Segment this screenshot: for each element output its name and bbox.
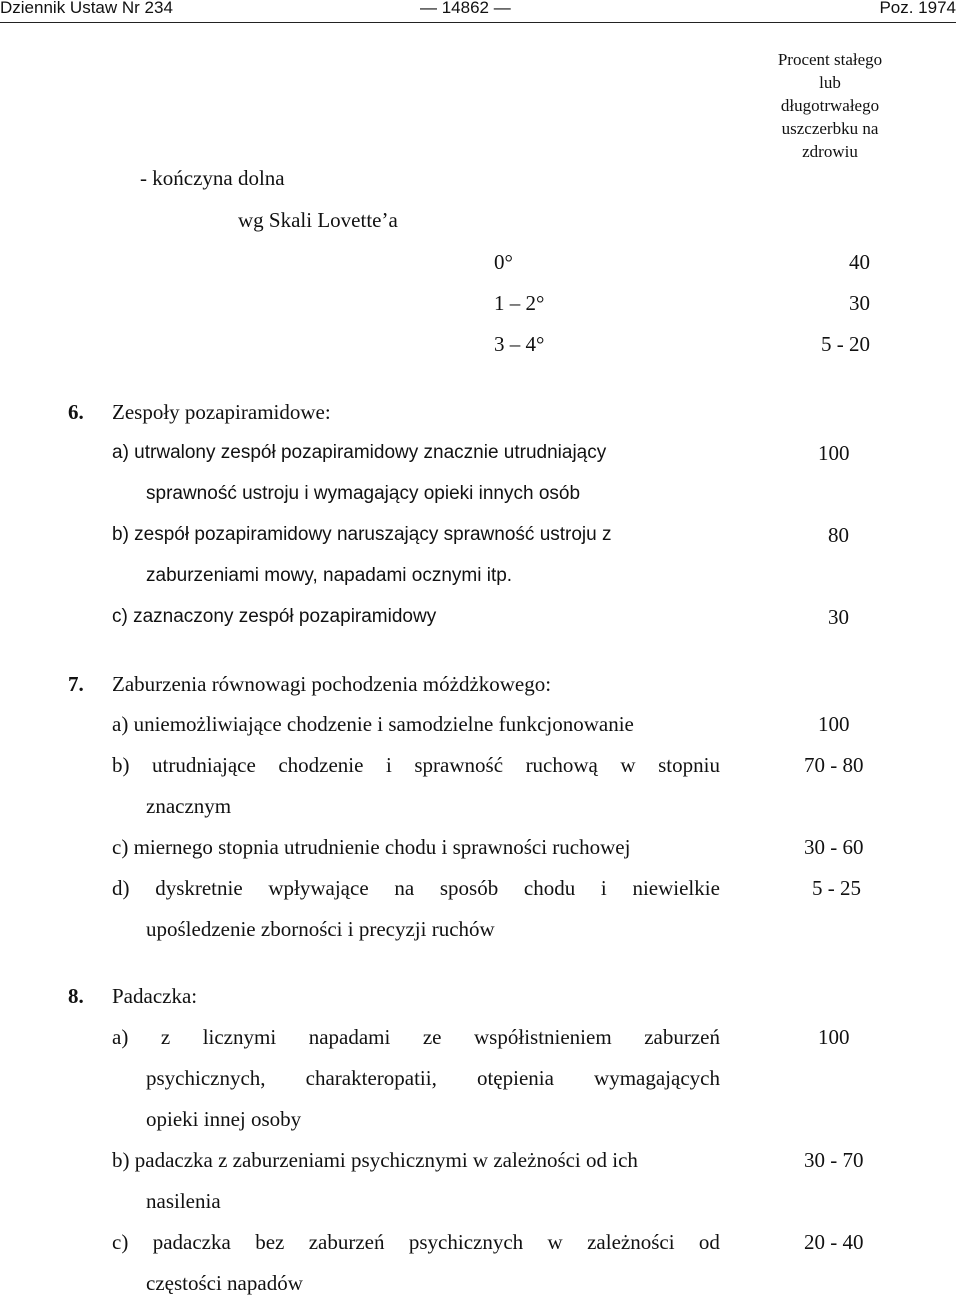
word: bez xyxy=(255,1230,285,1254)
section-number: 7. xyxy=(68,672,84,696)
column-header-line: Procent stałego xyxy=(777,50,883,69)
word: stopniu xyxy=(658,753,720,777)
item-value: 100 xyxy=(818,1025,850,1049)
word: w xyxy=(547,1230,563,1254)
item-value: 100 xyxy=(818,441,850,465)
word: otępienia xyxy=(476,1066,554,1090)
word: ze xyxy=(422,1025,442,1049)
item-value: 30 - 60 xyxy=(804,835,864,859)
word: zależności xyxy=(587,1230,675,1254)
word: z xyxy=(160,1025,171,1049)
word: charakteropatii, xyxy=(305,1066,437,1090)
item-text: c) miernego stopnia utrudnienie chodu i sprawności ruchowej xyxy=(112,835,631,859)
item-text-justified xyxy=(112,1025,720,1049)
word: napadami xyxy=(308,1025,391,1049)
word: psychicznych, xyxy=(146,1066,266,1090)
item-text-justified xyxy=(146,1066,720,1090)
item-text: częstości napadów xyxy=(146,1271,303,1295)
word: b) xyxy=(112,753,130,777)
section-title: Zespoły pozapiramidowe: xyxy=(112,400,331,424)
item-text: zaburzeniami mowy, napadami ocznymi itp. xyxy=(146,565,513,586)
journal-title: Dziennik Ustaw Nr 234 xyxy=(0,0,173,17)
section-title: Zaburzenia równowagi pochodzenia móżdżkowego: xyxy=(112,672,552,696)
word: w xyxy=(620,753,636,777)
item-text: b) zespół pozapiramidowy naruszający sprawność ustroju z xyxy=(112,524,612,545)
word: sprawność xyxy=(414,753,504,777)
section-number: 8. xyxy=(68,984,84,1008)
word: sposób xyxy=(439,876,499,900)
column-header xyxy=(740,48,920,163)
word: ruchową xyxy=(525,753,598,777)
word: chodu xyxy=(523,876,576,900)
word: d) xyxy=(112,876,130,900)
item-value: 5 - 25 xyxy=(812,876,861,900)
item-text: opieki innej osoby xyxy=(146,1107,302,1131)
item-text: sprawność ustroju i wymagający opieki innych osób xyxy=(146,483,581,504)
item-text-justified xyxy=(112,1230,720,1254)
word: psychicznych xyxy=(408,1230,524,1254)
section-title: Padaczka: xyxy=(112,984,198,1008)
limb-title: - kończyna dolna xyxy=(140,166,285,190)
word: wpływające xyxy=(268,876,369,900)
column-header-line: zdrowiu xyxy=(802,142,858,161)
word: zaburzeń xyxy=(308,1230,385,1254)
word: padaczka xyxy=(152,1230,231,1254)
page-number: — 14862 — xyxy=(420,0,511,17)
column-header-line: długotrwałego xyxy=(780,96,880,115)
item-value: 70 - 80 xyxy=(804,753,864,777)
item-text-justified xyxy=(112,753,720,777)
grade-label: 3 – 4° xyxy=(494,332,545,356)
word: współistnieniem xyxy=(474,1025,612,1049)
item-value: 80 xyxy=(828,523,849,547)
word: niewielkie xyxy=(632,876,720,900)
position-number: Poz. 1974 xyxy=(879,0,956,17)
word: i xyxy=(600,876,607,900)
item-value: 30 xyxy=(828,605,849,629)
word: na xyxy=(394,876,415,900)
item-value: 30 - 70 xyxy=(804,1148,864,1172)
limb-scale: wg Skali Lovette’a xyxy=(238,208,398,232)
item-value: 20 - 40 xyxy=(804,1230,864,1254)
item-text: b) padaczka z zaburzeniami psychicznymi w zależności od ich xyxy=(112,1148,638,1172)
section-number: 6. xyxy=(68,400,84,424)
item-text: nasilenia xyxy=(146,1189,221,1213)
item-text: znacznym xyxy=(146,794,232,818)
word: i xyxy=(386,753,392,777)
header-rule xyxy=(0,22,956,23)
grade-label: 1 – 2° xyxy=(494,291,545,315)
item-text: a) uniemożliwiające chodzenie i samodzielne funkcjonowanie xyxy=(112,712,634,736)
grade-label: 0° xyxy=(494,250,513,274)
grade-value: 30 xyxy=(849,291,870,315)
column-header-line: uszczerbku na xyxy=(781,119,879,138)
word: od xyxy=(698,1230,720,1254)
word: chodzenie xyxy=(278,753,364,777)
word: licznymi xyxy=(202,1025,277,1049)
item-text: a) utrwalony zespół pozapiramidowy znacznie utrudniający xyxy=(112,442,607,463)
item-text-justified xyxy=(112,876,720,900)
word: dyskretnie xyxy=(155,876,243,900)
word: wymagających xyxy=(594,1066,720,1090)
word: a) xyxy=(112,1025,129,1049)
item-value: 100 xyxy=(818,712,850,736)
word: zaburzeń xyxy=(644,1025,720,1049)
item-text: upośledzenie zborności i precyzji ruchów xyxy=(146,917,495,941)
page-header xyxy=(0,0,960,22)
word: c) xyxy=(112,1230,129,1254)
grade-value: 5 - 20 xyxy=(821,332,870,356)
item-text: c) zaznaczony zespół pozapiramidowy xyxy=(112,606,437,627)
word: utrudniające xyxy=(152,753,256,777)
column-header-line: lub xyxy=(819,73,841,92)
grade-value: 40 xyxy=(849,250,870,274)
